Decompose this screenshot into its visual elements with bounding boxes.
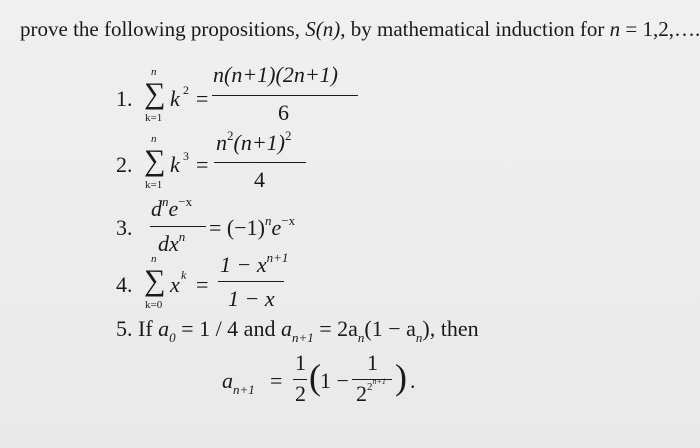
item-1-term-exp: 2 (183, 83, 189, 97)
item-5-half-den: 2 (295, 381, 306, 406)
item-2-equals: = (196, 152, 209, 177)
item-5-right-paren: ) (395, 357, 407, 397)
item-2-fraction-bar (214, 162, 306, 163)
item-1-term: k (170, 86, 180, 111)
heading-n: n (609, 17, 621, 41)
item-2-sum-upper: n (151, 133, 157, 145)
item-2-denominator: 4 (254, 167, 265, 192)
item-1-denominator: 6 (278, 100, 289, 125)
item-4-fraction-bar (218, 281, 284, 282)
item-2-term-exp: 3 (183, 149, 189, 163)
item-5-inner-num: 1 (367, 350, 378, 375)
item-2-sigma: ∑ (144, 144, 166, 177)
item-4-term-exp: k (181, 268, 187, 282)
heading-middle: , by mathematical induction for (340, 17, 610, 41)
item-1-sum-upper: n (151, 66, 157, 78)
item-4-equals: = (196, 272, 209, 297)
item-3-denominator: $dx^n$ (158, 229, 186, 256)
item-1-sum-lower: k=1 (145, 112, 163, 124)
item-4-numerator: $1 - x^{n+1}$ (220, 250, 289, 277)
item-3-label: 3. (116, 215, 133, 240)
item-4-sum-lower: k=0 (145, 299, 163, 311)
item-5-inner-den: $2^{2n+1}$ (356, 377, 386, 406)
item-3-numerator: $d^ne^{-x}$ (151, 194, 193, 221)
heading-tail: = 1,2,…. (620, 17, 700, 41)
item-4-sum-upper: n (151, 253, 157, 265)
item-4-sigma: ∑ (144, 264, 166, 297)
problem-statement (20, 17, 700, 42)
heading-s-of-n: S(n) (305, 17, 341, 41)
item-5-left-paren: ( (309, 357, 321, 397)
item-5-period: . (410, 368, 416, 393)
item-5-half-num: 1 (295, 350, 306, 375)
item-5-equals: = (270, 368, 283, 393)
item-2-sum-lower: k=1 (145, 179, 163, 191)
item-1-numerator: n(n+1)(2n+1) (213, 62, 338, 87)
heading-prefix: prove the following propositions, (20, 17, 306, 41)
item-2-numerator: $n^2(n+1)^2$ (216, 128, 292, 155)
item-5-inner-one: 1 − (320, 368, 349, 393)
item-1-equals: = (196, 86, 209, 111)
item-1-label: 1. (116, 86, 133, 111)
item-1-fraction-bar (212, 95, 358, 96)
item-1-sigma: ∑ (144, 77, 166, 110)
item-5-result-lhs: $a_{n+1}$ (222, 368, 255, 397)
item-2-term: k (170, 152, 180, 177)
item-4-label: 4. (116, 272, 133, 297)
item-5-statement: 5. If $a_0 = 1 / 4$ and $a_{n+1} = 2a_n(1 - a_n)$, then (116, 316, 479, 345)
item-2-label: 2. (116, 152, 133, 177)
item-4-denominator: 1 − x (228, 286, 275, 311)
item-3-rhs: = $(-1)^ne^{-x}$ (209, 213, 296, 240)
item-3-fraction-bar (150, 226, 206, 227)
item-4-term: x (170, 272, 180, 297)
